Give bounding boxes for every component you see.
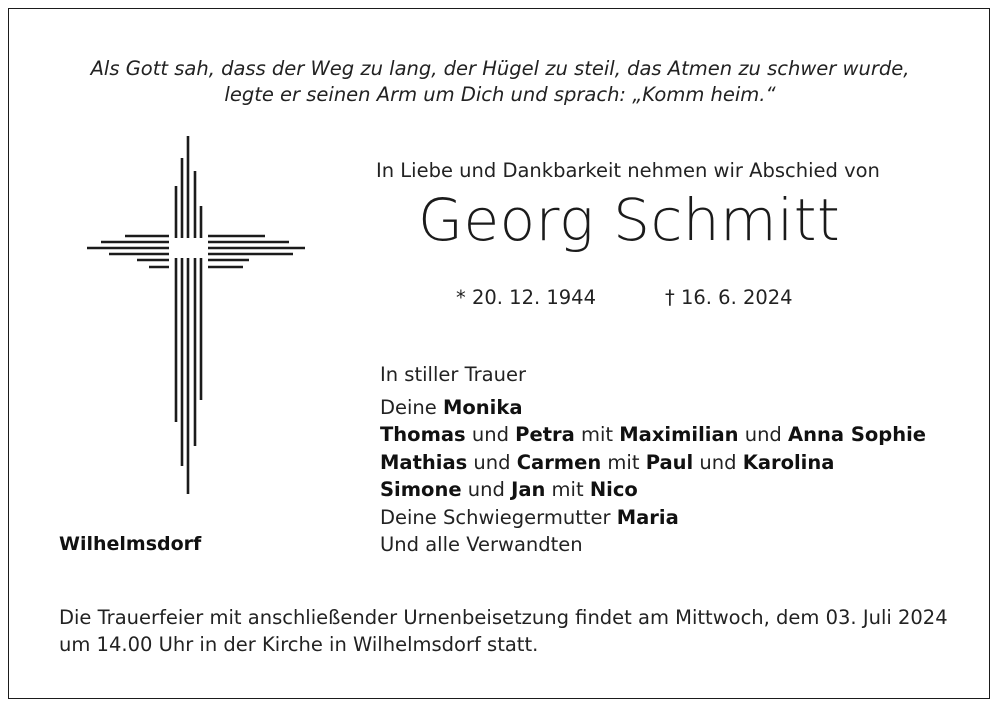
mourner-line-2: Thomas und Petra mit Maximilian und Anna Sophie	[380, 423, 927, 446]
mourner-line-4: Simone und Jan mit Nico	[380, 478, 638, 501]
quote-line-1: Als Gott sah, dass der Weg zu lang, der Hügel zu steil, das Atmen zu schwer wurde,	[90, 57, 910, 80]
cross-icon	[87, 136, 307, 496]
mourner-line-1: Deine Monika	[380, 396, 523, 419]
deceased-name: Georg Schmitt	[418, 186, 841, 254]
death-date: † 16. 6. 2024	[665, 286, 793, 309]
place-name: Wilhelmsdorf	[59, 533, 202, 555]
quote-line-2: legte er seinen Arm um Dich und sprach: „Komm heim.“	[224, 83, 776, 106]
mourner-line-6: Und alle Verwandten	[380, 533, 583, 556]
service-line-2: um 14.00 Uhr in der Kirche in Wilhelmsdorf statt.	[59, 633, 539, 656]
intro-text: In Liebe und Dankbarkeit nehmen wir Abschied von	[376, 159, 880, 182]
service-line-1: Die Trauerfeier mit anschließender Urnenbeisetzung findet am Mittwoch, dem 03. Juli 2024	[59, 606, 948, 629]
mourner-line-3: Mathias und Carmen mit Paul und Karolina	[380, 451, 835, 474]
mourning-heading: In stiller Trauer	[380, 363, 526, 386]
birth-date: * 20. 12. 1944	[456, 286, 596, 309]
mourner-line-5: Deine Schwiegermutter Maria	[380, 506, 679, 529]
